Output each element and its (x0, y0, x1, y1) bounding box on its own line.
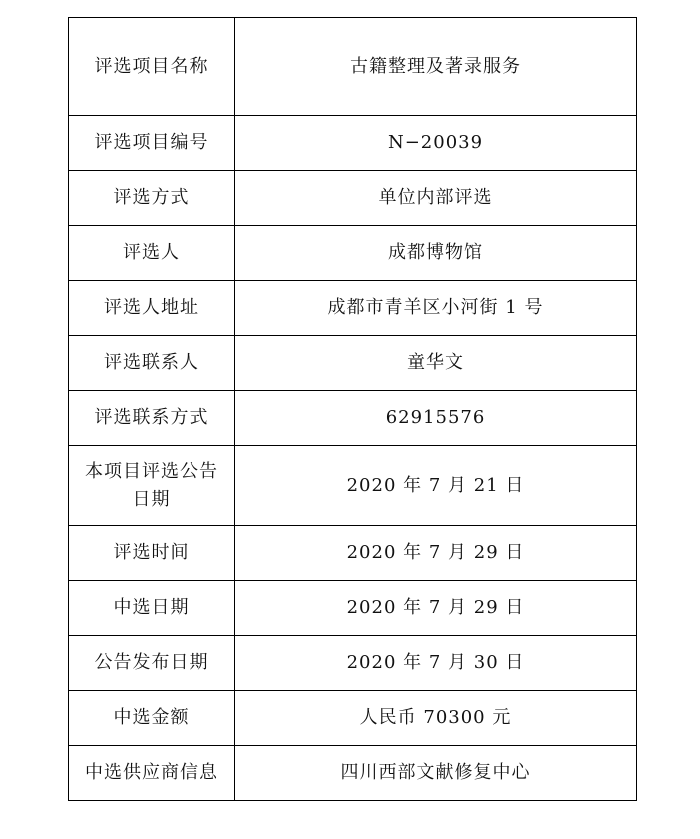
table-row (69, 18, 637, 116)
row-label (69, 446, 235, 526)
table-row (69, 281, 637, 336)
row-value: 童华文 (235, 336, 637, 391)
table-row (69, 526, 637, 581)
row-value: 四川西部文献修复中心 (235, 746, 637, 801)
row-label: 评选项目编号 (69, 116, 235, 171)
row-label: 评选人地址 (69, 281, 235, 336)
row-label: 评选方式 (69, 171, 235, 226)
row-label: 公告发布日期 (69, 636, 235, 691)
row-value: 成都市青羊区小河街 1 号 (235, 281, 637, 336)
row-label: 中选供应商信息 (69, 746, 235, 801)
row-value: 2020 年 7 月 29 日 (235, 526, 637, 581)
row-label: 评选人 (69, 226, 235, 281)
table-row (69, 171, 637, 226)
row-value: 2020 年 7 月 21 日 (235, 446, 637, 526)
row-label-line-1: 本项目评选公告 (85, 460, 218, 482)
table-row (69, 446, 637, 526)
table-row (69, 226, 637, 281)
row-value: 成都博物馆 (235, 226, 637, 281)
row-label: 评选联系人 (69, 336, 235, 391)
row-value: 62915576 (235, 391, 637, 446)
info-table (68, 17, 637, 801)
table-row (69, 636, 637, 691)
table-row (69, 581, 637, 636)
row-label: 评选项目名称 (69, 18, 235, 116)
table-row (69, 746, 637, 801)
row-value: 古籍整理及著录服务 (235, 18, 637, 116)
table-row (69, 691, 637, 746)
row-label: 中选金额 (69, 691, 235, 746)
row-label: 中选日期 (69, 581, 235, 636)
row-value: 2020 年 7 月 29 日 (235, 581, 637, 636)
table-row (69, 336, 637, 391)
table-row (69, 116, 637, 171)
row-value: 人民币 70300 元 (235, 691, 637, 746)
row-label: 评选时间 (69, 526, 235, 581)
table-row (69, 391, 637, 446)
row-value: N−20039 (235, 116, 637, 171)
row-label: 评选联系方式 (69, 391, 235, 446)
row-value: 2020 年 7 月 30 日 (235, 636, 637, 691)
row-label-line-2: 日期 (132, 488, 171, 510)
row-value: 单位内部评选 (235, 171, 637, 226)
